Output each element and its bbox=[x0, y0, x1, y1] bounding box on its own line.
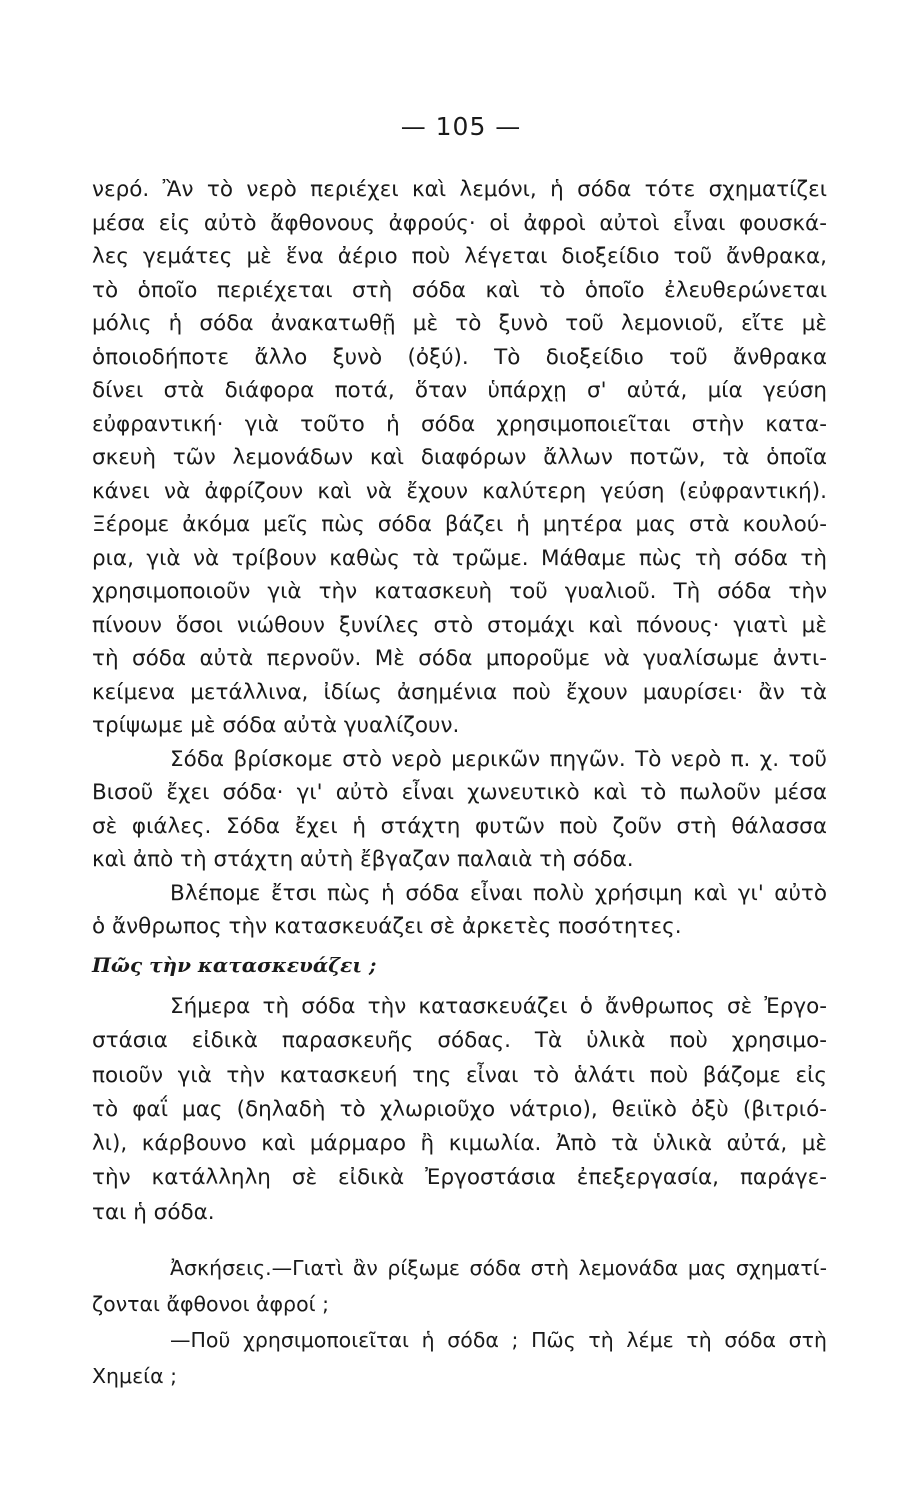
text-line: κάνει νὰ ἀφρίζουν καὶ νὰ ἔχουν καλύτερη γεύση (εὐφραντική). bbox=[92, 478, 827, 504]
text-line: τὴ σόδα αὐτὰ περνοῦν. Μὲ σόδα μποροῦμε νὰ γυαλίσωμε ἀντι- bbox=[92, 646, 827, 671]
text-line: ὁ ἄνθρωπος τὴν κατασκευάζει σὲ ἀρκετὲς ποσότητες. bbox=[92, 914, 682, 939]
text-line: ρια, γιὰ νὰ τρίβουν καθὼς τὰ τρῶμε. Μάθαμε πὼς τὴ σόδα τὴ bbox=[92, 545, 827, 571]
text-line: πίνουν ὅσοι νιώθουν ξυνίλες στὸ στομάχι καὶ πόνους· γιατὶ μὲ bbox=[92, 612, 827, 638]
text-line: λες γεμάτες μὲ ἕνα ἀέριο ποὺ λέγεται διοξείδιο τοῦ ἄνθρακα, bbox=[92, 244, 827, 269]
text-line: λι), κάρβουνο καὶ μάρμαρο ἢ κιμωλία. Ἀπὸ τὰ ὑλικὰ αὐτά, μὲ bbox=[92, 1131, 827, 1157]
text-line: σκευὴ τῶν λεμονάδων καὶ διαφόρων ἄλλων ποτῶν, τὰ ὁποῖα bbox=[92, 445, 827, 470]
text-line: τὸ ὁποῖο περιέχεται στὴ σόδα καὶ τὸ ὁποῖο ἐλευθερώνεται bbox=[92, 277, 827, 303]
section-heading: Πῶς τὴν κατασκευάζει ; bbox=[92, 953, 377, 977]
exercise-line: —Ποῦ χρησιμοποιεῖται ἡ σόδα ; Πῶς τὴ λέμε τὴ σόδα στὴ bbox=[170, 1328, 827, 1352]
text-line: στάσια εἰδικὰ παρασκευῆς σόδας. Τὰ ὑλικὰ ποὺ χρησιμο- bbox=[92, 1028, 827, 1054]
text-line: ποιοῦν γιὰ τὴν κατασκευή της εἶναι τὸ ἁλάτι ποὺ βάζομε εἰς bbox=[92, 1062, 827, 1088]
text-line: κείμενα μετάλλινα, ἰδίως ἀσημένια ποὺ ἔχουν μαυρίσει· ἂν τὰ bbox=[92, 679, 827, 705]
text-line: νερό. Ἂν τὸ νερὸ περιέχει καὶ λεμόνι, ἡ σόδα τότε σχηματίζει bbox=[92, 177, 827, 202]
exercise-line: Ἀσκήσεις.—Γιατὶ ἂν ρίξωμε σόδα στὴ λεμονάδα μας σχηματί- bbox=[170, 1256, 827, 1280]
exercise-line: Χημεία ; bbox=[92, 1364, 178, 1388]
text-line: Ξέρομε ἀκόμα μεῖς πὼς σόδα βάζει ἡ μητέρα μας στὰ κουλού- bbox=[92, 512, 827, 537]
text-line: εὐφραντική· γιὰ τοῦτο ἡ σόδα χρησιμοποιεῖται στὴν κατα- bbox=[92, 411, 827, 437]
text-line: Σόδα βρίσκομε στὸ νερὸ μερικῶν πηγῶν. Τὸ νερὸ π. χ. τοῦ bbox=[170, 746, 827, 772]
text-line: Βισοῦ ἔχει σόδα· γι' αὐτὸ εἶναι χωνευτικὸ καὶ τὸ πωλοῦν μέσα bbox=[92, 780, 827, 805]
text-line: δίνει στὰ διάφορα ποτά, ὅταν ὑπάρχῃ σ' αὐτά, μία γεύση bbox=[92, 378, 827, 403]
text-line: Σήμερα τὴ σόδα τὴν κατασκευάζει ὁ ἄνθρωπος σὲ Ἐργο- bbox=[170, 994, 827, 1019]
text-line: Βλέπομε ἔτσι πὼς ἡ σόδα εἶναι πολὺ χρήσιμη καὶ γι' αὐτὸ bbox=[170, 880, 827, 906]
text-line: καὶ ἀπὸ τὴ στάχτη αὐτὴ ἔβγαζαν παλαιὰ τὴ σόδα. bbox=[92, 847, 634, 872]
exercise-line: ζονται ἄφθονοι ἀφροί ; bbox=[92, 1292, 329, 1316]
text-line: μέσα εἰς αὐτὸ ἄφθονους ἀφρούς· οἱ ἀφροὶ αὐτοὶ εἶναι φουσκά- bbox=[92, 210, 827, 236]
page-number: — 105 — bbox=[400, 112, 522, 141]
text-line: τὸ φαΐ μας (δηλαδὴ τὸ χλωριοῦχο νάτριο), θειϊκὸ ὀξὺ (βιτριό- bbox=[92, 1096, 827, 1122]
text-line: ὁποιοδήποτε ἄλλο ξυνὸ (ὀξύ). Τὸ διοξείδιο τοῦ ἄνθρακα bbox=[92, 344, 827, 370]
text-line: μόλις ἡ σόδα ἀνακατωθῇ μὲ τὸ ξυνὸ τοῦ λεμονιοῦ, εἴτε μὲ bbox=[92, 311, 827, 336]
manufacture-paragraph bbox=[92, 990, 827, 1230]
text-line: σὲ φιάλες. Σόδα ἔχει ἡ στάχτη φυτῶν ποὺ ζοῦν στὴ θάλασσα bbox=[92, 813, 827, 839]
exercises-section bbox=[92, 1250, 827, 1394]
main-text bbox=[92, 173, 827, 944]
text-line: τρίψωμε μὲ σόδα αὐτὰ γυαλίζουν. bbox=[92, 713, 460, 738]
text-line: ται ἡ σόδα. bbox=[92, 1199, 215, 1225]
text-line: τὴν κατάλληλη σὲ εἰδικὰ Ἐργοστάσια ἐπεξεργασία, παράγε- bbox=[92, 1165, 827, 1191]
text-line: χρησιμοποιοῦν γιὰ τὴν κατασκευὴ τοῦ γυαλιοῦ. Τὴ σόδα τὴν bbox=[92, 579, 827, 604]
